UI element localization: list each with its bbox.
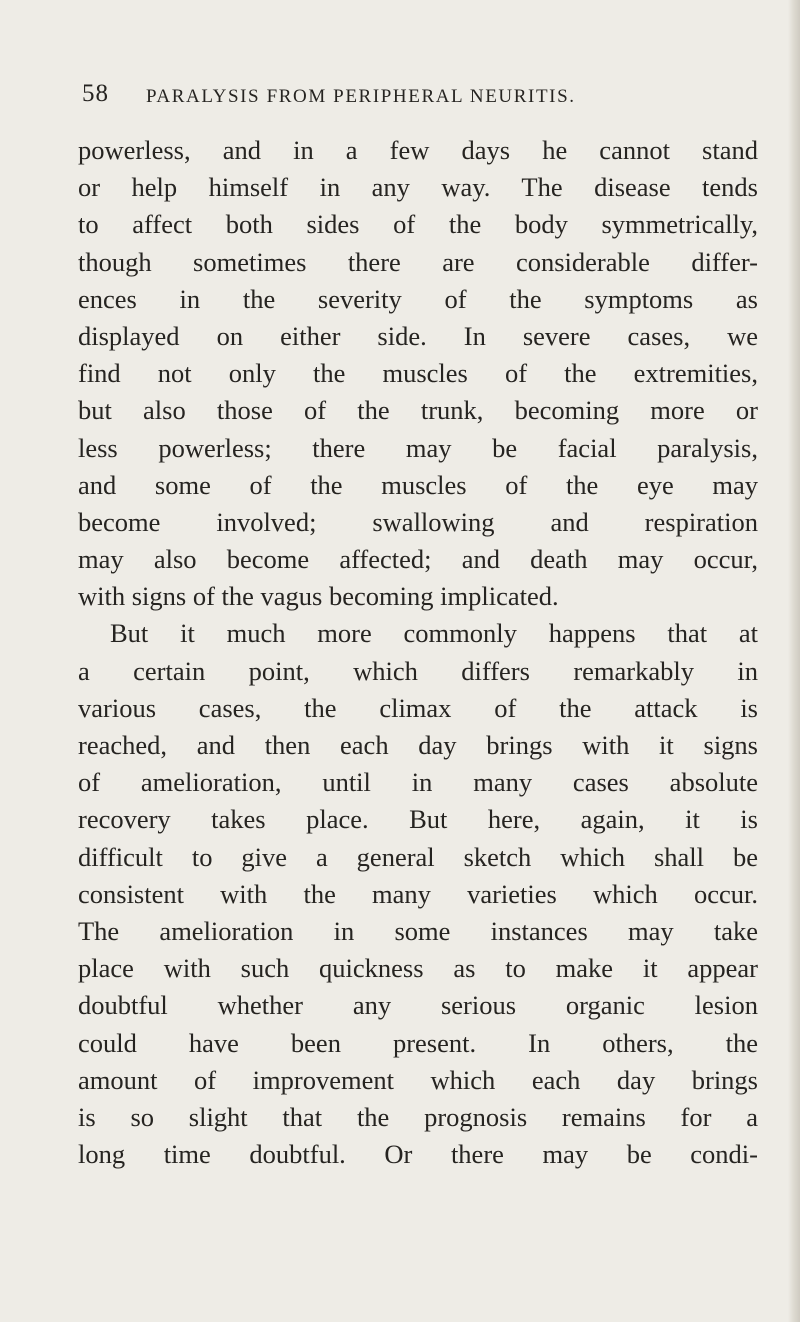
text-line: and some of the muscles of the eye may — [78, 469, 758, 500]
text-line: The amelioration in some instances may take — [78, 915, 758, 946]
text-line: is so slight that the prognosis remains for a — [78, 1101, 758, 1132]
text-line: or help himself in any way. The disease tends — [78, 172, 758, 203]
text-line: could have been present. In others, the — [78, 1027, 758, 1058]
text-line: But it much more commonly happens that at — [110, 618, 758, 649]
text-line: consistent with the many varieties which occur. — [78, 878, 758, 909]
text-line: amount of improvement which each day brings — [78, 1064, 758, 1095]
text-line: recovery takes place. But here, again, it is — [78, 804, 758, 835]
text-line: powerless, and in a few days he cannot stand — [78, 135, 758, 165]
text-line: place with such quickness as to make it appear — [78, 953, 758, 984]
text-line: difficult to give a general sketch which shall be — [78, 841, 758, 872]
text-line: become involved; swallowing and respiration — [78, 506, 758, 537]
body-text — [78, 132, 758, 1173]
text-line: though sometimes there are considerable differ- — [78, 246, 758, 277]
text-line: find not only the muscles of the extremities, — [78, 358, 758, 389]
text-line: to affect both sides of the body symmetrically, — [78, 209, 758, 240]
text-line: ences in the severity of the symptoms as — [78, 283, 758, 314]
page-number: 58 — [82, 80, 109, 107]
text-line: with signs of the vagus becoming implicated. — [78, 581, 559, 612]
text-line: of amelioration, until in many cases absolute — [78, 767, 758, 798]
text-line: less powerless; there may be facial paralysis, — [78, 432, 758, 463]
text-line: reached, and then each day brings with it signs — [78, 730, 758, 760]
text-line: long time doubtful. Or there may be condi- — [78, 1139, 758, 1170]
text-line: doubtful whether any serious organic lesion — [78, 990, 758, 1021]
text-line: but also those of the trunk, becoming more or — [78, 395, 758, 426]
text-line: displayed on either side. In severe cases, we — [78, 320, 758, 351]
text-line: may also become affected; and death may occur, — [78, 544, 758, 575]
text-line: various cases, the climax of the attack is — [78, 692, 758, 723]
running-head — [82, 80, 742, 120]
page-edge — [788, 0, 800, 1322]
text-line: a certain point, which differs remarkably in — [78, 655, 758, 686]
running-title: PARALYSIS FROM PERIPHERAL NEURITIS. — [146, 86, 576, 107]
